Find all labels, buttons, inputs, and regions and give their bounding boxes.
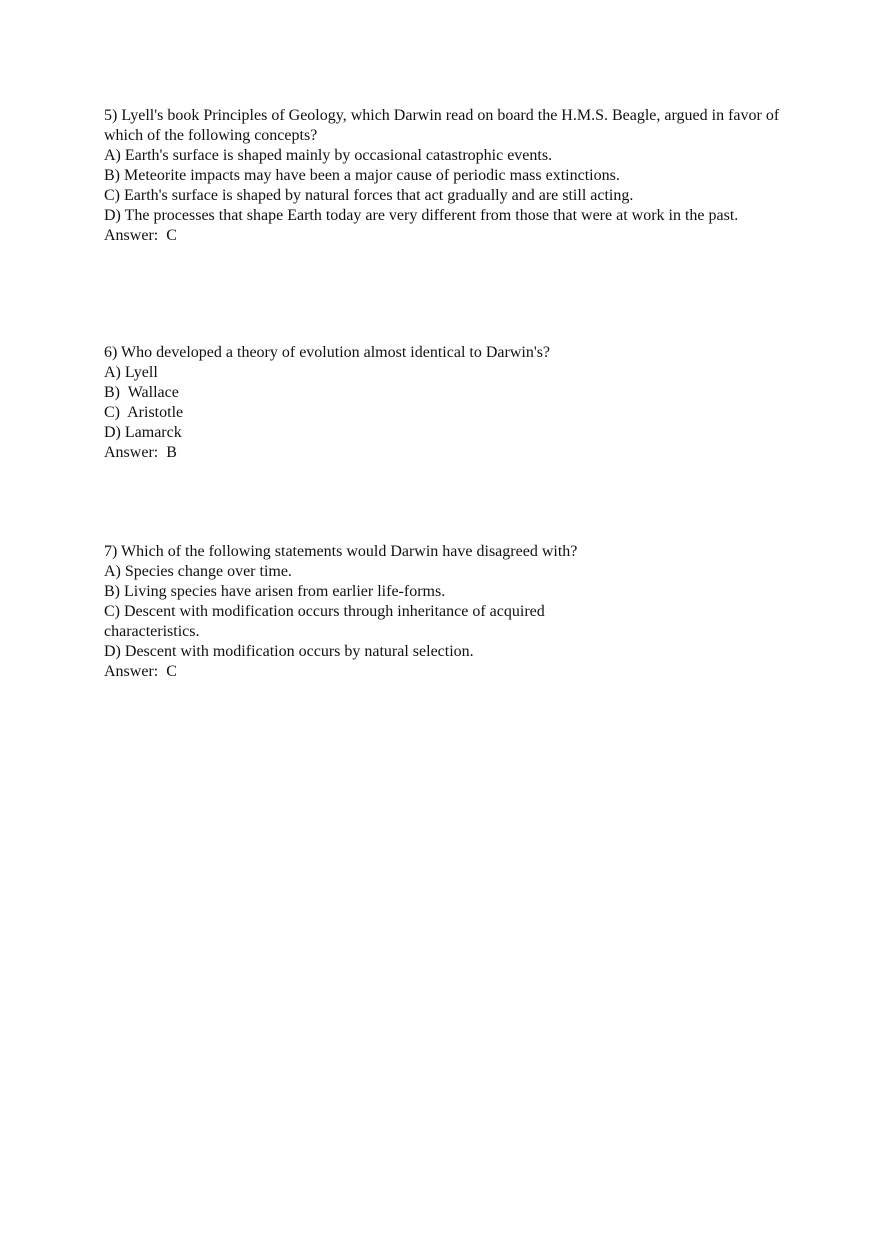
option-b: B) Wallace	[104, 384, 179, 401]
question-stem: 6) Who developed a theory of evolution almost identical to Darwin's?	[104, 344, 551, 361]
question-stem: 5) Lyell's book Principles of Geology, which Darwin read on board the H.M.S. Beagle, argued in favor of which of the following concepts?	[104, 107, 784, 144]
question-6	[104, 343, 784, 463]
answer-line: Answer: C	[104, 227, 177, 244]
option-a: A) Lyell	[104, 364, 158, 381]
option-a: A) Earth's surface is shaped mainly by occasional catastrophic events.	[104, 147, 553, 164]
option-b: B) Living species have arisen from earlier life-forms.	[104, 583, 446, 600]
option-d: D) The processes that shape Earth today are very different from those that were at work in the past.	[104, 207, 739, 224]
option-a: A) Species change over time.	[104, 563, 292, 580]
option-d: D) Descent with modification occurs by natural selection.	[104, 643, 474, 660]
option-c: C) Descent with modification occurs through inheritance of acquired characteristics.	[104, 603, 545, 640]
option-c: C) Earth's surface is shaped by natural forces that act gradually and are still acting.	[104, 187, 634, 204]
option-b: B) Meteorite impacts may have been a major cause of periodic mass extinctions.	[104, 167, 620, 184]
answer-line: Answer: B	[104, 444, 177, 461]
question-stem: 7) Which of the following statements would Darwin have disagreed with?	[104, 543, 578, 560]
question-5	[104, 106, 784, 246]
option-d: D) Lamarck	[104, 424, 182, 441]
question-7	[104, 542, 784, 682]
option-c: C) Aristotle	[104, 404, 184, 421]
answer-line: Answer: C	[104, 663, 177, 680]
